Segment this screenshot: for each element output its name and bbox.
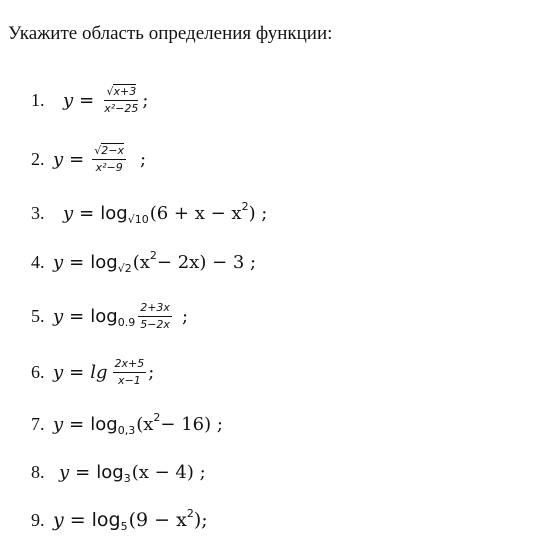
item-number: 8. bbox=[31, 461, 45, 482]
equals-sign: = bbox=[79, 89, 95, 111]
closing: − 2x) − 3 ; bbox=[156, 251, 257, 273]
log-base: 5 bbox=[120, 519, 128, 533]
item-number: 1. bbox=[31, 89, 45, 110]
function-variable: y bbox=[53, 361, 64, 383]
equals-sign: = bbox=[69, 305, 85, 327]
closing: ) ; bbox=[248, 202, 268, 224]
closing: − 16) ; bbox=[160, 413, 223, 435]
equals-sign: = bbox=[75, 461, 91, 483]
sqrt-symbol: √ bbox=[94, 143, 102, 157]
exponent: 2 bbox=[186, 506, 194, 520]
list-item-3 bbox=[31, 193, 267, 233]
item-number: 9. bbox=[31, 509, 45, 530]
log-argument: (x bbox=[136, 413, 154, 435]
item-number: 6. bbox=[31, 361, 45, 382]
list-item-5 bbox=[31, 296, 188, 336]
lg-operator: lg bbox=[90, 361, 108, 383]
function-variable: y bbox=[59, 461, 70, 483]
fraction bbox=[113, 357, 147, 388]
function-variable: y bbox=[53, 413, 64, 435]
radicand: x+3 bbox=[113, 84, 137, 98]
fraction-denominator: x²−9 bbox=[95, 160, 123, 174]
item-number: 7. bbox=[31, 413, 45, 434]
log-argument: (6 + x − x bbox=[149, 202, 242, 224]
log-operator: log bbox=[100, 202, 128, 224]
semicolon: ; bbox=[148, 361, 155, 383]
fraction-denominator: x−1 bbox=[118, 373, 141, 387]
function-variable: y bbox=[53, 305, 64, 327]
equals-sign: = bbox=[69, 251, 85, 273]
equals-sign: = bbox=[69, 148, 85, 170]
log-base: 0,3 bbox=[117, 423, 136, 437]
function-variable: y bbox=[63, 202, 74, 224]
list-item-1 bbox=[31, 80, 148, 120]
function-variable: y bbox=[53, 148, 64, 170]
semicolon: ; bbox=[181, 305, 189, 327]
log-base: √10 bbox=[127, 212, 149, 226]
list-item-7 bbox=[31, 404, 223, 444]
function-variable: y bbox=[53, 251, 64, 273]
closing: ); bbox=[193, 509, 208, 531]
function-variable: y bbox=[53, 509, 64, 531]
log-operator: log bbox=[91, 509, 121, 531]
equals-sign: = bbox=[69, 361, 85, 383]
equals-sign: = bbox=[69, 413, 85, 435]
page-title: Укажите область определения функции: bbox=[8, 23, 333, 44]
log-operator: log bbox=[90, 305, 118, 327]
item-number: 4. bbox=[31, 251, 45, 272]
fraction-numerator bbox=[104, 85, 138, 101]
item-number: 2. bbox=[31, 148, 45, 169]
list-item-4 bbox=[31, 242, 256, 282]
log-base: 3 bbox=[123, 471, 131, 485]
fraction bbox=[138, 301, 172, 332]
exponent: 2 bbox=[153, 410, 161, 424]
fraction-numerator bbox=[92, 144, 126, 160]
equals-sign: = bbox=[79, 202, 95, 224]
log-operator: log bbox=[96, 461, 124, 483]
fraction-denominator: x²−25 bbox=[104, 101, 139, 115]
sqrt-symbol: √ bbox=[106, 84, 114, 98]
fraction bbox=[102, 85, 140, 116]
list-item-9 bbox=[31, 500, 208, 540]
log-operator: log bbox=[90, 413, 118, 435]
radicand: 2−x bbox=[101, 143, 125, 157]
fraction bbox=[92, 144, 126, 175]
list-item-6 bbox=[31, 352, 154, 392]
list-item-2 bbox=[31, 139, 146, 179]
log-base: √2 bbox=[117, 261, 132, 275]
exponent: 2 bbox=[241, 199, 249, 213]
fraction-denominator: 5−2x bbox=[140, 317, 170, 331]
log-operator: log bbox=[90, 251, 118, 273]
log-base: 0.9 bbox=[117, 315, 136, 329]
exponent: 2 bbox=[149, 248, 157, 262]
list-item-8 bbox=[31, 452, 206, 492]
log-argument: (x − 4) ; bbox=[131, 461, 206, 483]
log-argument: (9 − x bbox=[128, 509, 187, 531]
log-argument: (x bbox=[132, 251, 150, 273]
function-variable: y bbox=[63, 89, 74, 111]
fraction-numerator: 2+3x bbox=[138, 301, 172, 317]
item-number: 3. bbox=[31, 202, 45, 223]
equals-sign: = bbox=[69, 509, 86, 531]
fraction-numerator: 2x+5 bbox=[113, 357, 147, 373]
semicolon: ; bbox=[140, 148, 147, 170]
item-number: 5. bbox=[31, 305, 45, 326]
semicolon: ; bbox=[142, 89, 149, 111]
